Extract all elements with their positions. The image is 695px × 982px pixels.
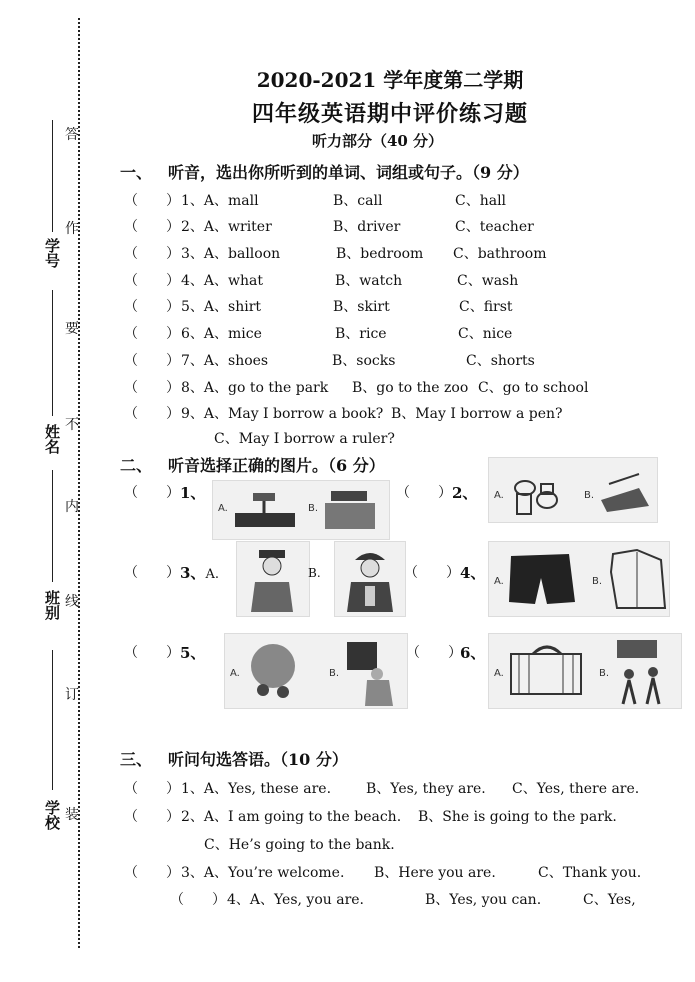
margin-char-want: 要 (65, 321, 79, 337)
margin-char-bind: 装 (65, 807, 79, 823)
name-label: 姓名 (43, 424, 61, 454)
s3-item1-option-a: 1、A、Yes, these are. (181, 781, 332, 797)
s3-item2-option-a: 2、A、I am going to the beach. (181, 809, 402, 825)
s1-item4-option-c: C、wash (457, 273, 519, 289)
s1-item1-option-b: B、call (333, 193, 383, 209)
listening-part-heading: 听力部分（40 分） (311, 132, 444, 150)
s2-q2-number: 2、 (452, 484, 478, 502)
s3-item2-answer-paren[interactable]: （ ） (124, 809, 180, 825)
s1-item7-option-b: B、socks (332, 353, 396, 369)
section1-heading: 一、 听音，选出你所听到的单词、词组或句子。（9 分） (120, 163, 529, 182)
school-year-title: 2020-2021 学年度第二学期 (256, 68, 524, 92)
s2-q6-image: A. B. (488, 633, 682, 709)
student-no-label: 学号 (43, 238, 61, 268)
s1-item6-option-b: B、rice (335, 326, 387, 342)
s2-q5-drawing (225, 634, 407, 708)
s1-item8-option-a: 8、A、go to the park (181, 380, 329, 396)
s1-item5-option-b: B、skirt (333, 299, 390, 315)
s3-item4-option-a: 4、A、Yes, you are. (227, 892, 364, 908)
s2-q3-paren[interactable]: （ ） (124, 565, 180, 581)
s3-item1-option-b: B、Yes, they are. (366, 781, 486, 797)
s1-item8-option-b: B、go to the zoo (352, 380, 469, 396)
s1-item8-answer-paren[interactable]: （ ） (124, 380, 180, 396)
s2-q1-drawing (213, 481, 389, 539)
s2-q2-paren[interactable]: （ ） (396, 485, 452, 501)
s2-q2-image: A. B. (488, 457, 658, 523)
section3-heading: 三、 听问句选答语。（10 分） (120, 750, 348, 769)
s1-item7-answer-paren[interactable]: （ ） (124, 353, 180, 369)
s3-item2-option-c: C、He’s going to the bank. (204, 837, 395, 853)
s1-item7-option-c: C、shorts (466, 353, 535, 369)
s1-item5-answer-paren[interactable]: （ ） (124, 299, 180, 315)
s1-item9-option-a: 9、A、May I borrow a book? (181, 406, 384, 422)
s1-item5-option-c: C、first (459, 299, 513, 315)
s3-item4-option-c: C、Yes, (583, 892, 636, 908)
s3-item3-option-b: B、Here you are. (374, 865, 496, 881)
s1-item5-option-a: 5、A、shirt (181, 299, 262, 315)
s1-item1-answer-paren[interactable]: （ ） (124, 193, 180, 209)
s1-item3-answer-paren[interactable]: （ ） (124, 246, 180, 262)
s2-q3-number: 3、A. (180, 564, 219, 582)
margin-char-not: 不 (65, 417, 79, 433)
s3-item1-option-c: C、Yes, there are. (512, 781, 640, 797)
s3-item3-answer-paren[interactable]: （ ） (124, 865, 180, 881)
s1-item1-option-c: C、hall (455, 193, 507, 209)
s1-item3-option-a: 3、A、balloon (181, 246, 281, 262)
s3-item3-option-c: C、Thank you. (538, 865, 642, 881)
margin-char-line: 线 (65, 594, 79, 610)
s1-item7-option-a: 7、A、shoes (181, 353, 269, 369)
margin-char-work: 作 (65, 221, 79, 237)
s1-item6-answer-paren[interactable]: （ ） (124, 326, 180, 342)
school-label: 学校 (43, 800, 61, 830)
s2-q3-image-a (236, 541, 310, 617)
s2-q6-paren[interactable]: （ ） (406, 645, 462, 661)
s1-item4-answer-paren[interactable]: （ ） (124, 273, 180, 289)
s1-item2-answer-paren[interactable]: （ ） (124, 219, 180, 235)
margin-char-order: 订 (65, 687, 79, 703)
s2-q4-image: A. B. (488, 541, 670, 617)
s1-item8-option-c: C、go to school (478, 380, 589, 396)
s1-item4-option-a: 4、A、what (181, 273, 263, 289)
school-blank (52, 650, 53, 790)
s2-q3-policeman-drawing (237, 542, 309, 616)
section2-heading: 二、 听音选择正确的图片。（6 分） (120, 456, 385, 475)
s3-item4-option-b: B、Yes, you can. (425, 892, 542, 908)
s2-q5-image: A. B. (224, 633, 408, 709)
class-label: 班别 (43, 590, 61, 620)
s2-q6-number: 6、 (460, 644, 486, 662)
s1-item6-option-c: C、nice (458, 326, 513, 342)
exam-title: 四年级英语期中评价练习题 (251, 101, 528, 127)
s2-q5-paren[interactable]: （ ） (124, 645, 180, 661)
s1-item2-option-c: C、teacher (455, 219, 534, 235)
margin-char-inside: 内 (65, 499, 79, 515)
s2-q1-number: 1、 (180, 484, 206, 502)
s1-item4-option-b: B、watch (335, 273, 403, 289)
s3-item3-option-a: 3、A、You’re welcome. (181, 865, 345, 881)
s3-item1-answer-paren[interactable]: （ ） (124, 781, 180, 797)
s2-q4-paren[interactable]: （ ） (404, 565, 460, 581)
s1-item2-option-a: 2、A、writer (181, 219, 272, 235)
s2-q3-fireman-drawing (335, 542, 405, 616)
s1-item6-option-a: 6、A、mice (181, 326, 262, 342)
class-blank (52, 470, 53, 582)
s2-q5-number: 5、 (180, 644, 206, 662)
s1-item9-option-b: B、May I borrow a pen? (391, 406, 563, 422)
s1-item3-option-b: B、bedroom (336, 246, 424, 262)
s2-q4-number: 4、 (460, 564, 486, 582)
s2-q1-paren[interactable]: （ ） (124, 485, 180, 501)
s1-item1-option-a: 1、A、mall (181, 193, 259, 209)
s1-item9-answer-paren[interactable]: （ ） (124, 406, 180, 422)
s1-item3-option-c: C、bathroom (453, 246, 547, 262)
s2-q4-drawing (489, 542, 669, 616)
s2-q2-drawing (489, 458, 657, 522)
s1-item2-option-b: B、driver (333, 219, 401, 235)
s2-q3-image-b (334, 541, 406, 617)
s2-q3-label-b: B. (308, 566, 321, 580)
name-blank (52, 290, 53, 416)
s1-item9-option-c: C、May I borrow a ruler? (214, 431, 395, 447)
s2-q6-drawing (489, 634, 681, 708)
s3-item4-answer-paren[interactable]: （ ） (170, 892, 226, 908)
s2-q1-image: A. B. (212, 480, 390, 540)
s3-item2-option-b: B、She is going to the park. (418, 809, 617, 825)
margin-char-answer: 答 (65, 127, 79, 143)
